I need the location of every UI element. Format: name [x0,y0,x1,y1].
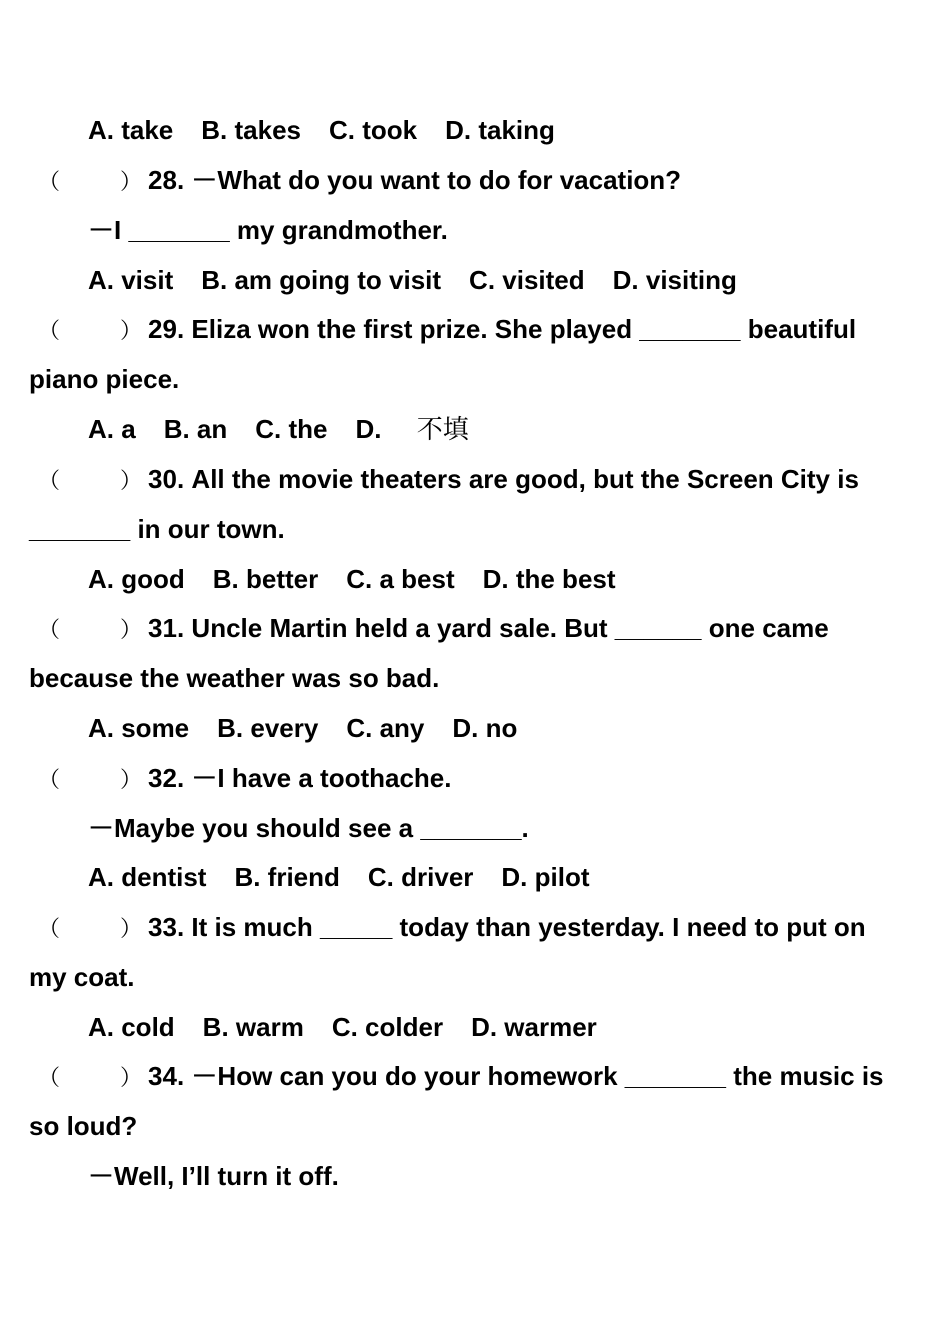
q28-question-line [38,164,950,199]
q32-option-c: C. driver [367,862,474,892]
q30-option-c: C. a best [346,564,455,594]
answer-paren-left: （ [38,917,61,942]
q28-option-b: B. am going to visit [201,265,442,295]
answer-paren-right: ） [120,768,143,793]
q29-option-d-text: 不填 [416,415,469,445]
q33-question-line [38,911,950,946]
q31-option-a: A. some [88,713,190,743]
answer-paren-right: ） [120,917,143,942]
answer-paren-right: ） [120,170,143,195]
q32-question-line [38,762,950,797]
answer-paren-right: ） [120,469,143,494]
q28-options [88,264,950,296]
q33-option-c: C. colder [331,1012,444,1042]
q28-question: －What do you want to do for vacation? [191,165,682,195]
q28-answer-line: －I _______ my grandmother. [88,215,448,245]
answer-paren-left: （ [38,469,61,494]
q30-number: 30. [148,464,185,494]
q32-question: －I have a toothache. [191,763,452,793]
q32-option-d: D. pilot [501,862,590,892]
q29-option-d [356,414,469,444]
q32-answer-line: －Maybe you should see a _______. [88,813,529,843]
answer-paren-right: ） [120,1066,143,1091]
q34-question-line [38,1060,950,1095]
q28-option-d: D. visiting [612,265,737,295]
q27-option-d: D. taking [445,115,555,145]
q30-option-d: D. the best [482,564,616,594]
q31-continuation: because the weather was so bad. [29,663,440,693]
q27-option-a: A. take [88,115,174,145]
q34-number: 34. [148,1061,185,1091]
q32-options [88,861,950,893]
q33-options [88,1011,950,1043]
q29-options [88,413,950,446]
q31-question-line [38,612,950,647]
answer-paren-left: （ [38,768,61,793]
answer-paren-right: ） [120,319,143,344]
q31-option-c: C. any [346,713,425,743]
q30-option-b: B. better [212,564,319,594]
q33-option-b: B. warm [202,1012,304,1042]
answer-paren-left: （ [38,1066,61,1091]
q31-option-d: D. no [452,713,518,743]
q28-number: 28. [148,165,185,195]
q31-option-b: B. every [217,713,319,743]
q29-option-b: B. an [163,414,228,444]
q32-option-a: A. dentist [88,862,207,892]
q33-continuation: my coat. [29,962,135,992]
q34-continuation: so loud? [29,1111,138,1141]
q30-options [88,563,950,595]
q33-option-a: A. cold [88,1012,175,1042]
q27-option-c: C. took [329,115,418,145]
q31-options [88,712,950,744]
q30-question: All the movie theaters are good, but the Screen City is [191,464,859,494]
q29-continuation: piano piece. [29,364,180,394]
q29-question: Eliza won the first prize. She played _______ beautiful [191,314,857,344]
q29-number: 29. [148,314,185,344]
q31-number: 31. [148,613,185,643]
q29-question-line [38,313,950,348]
answer-paren-left: （ [38,319,61,344]
q33-question: It is much _____ today than yesterday. I need to put on [191,912,866,942]
q29-option-d-label: D. [355,414,382,444]
q32-number: 32. [148,763,185,793]
q29-option-a: A. a [88,414,136,444]
q30-question-line [38,463,950,498]
q33-option-d: D. warmer [471,1012,597,1042]
q31-question: Uncle Martin held a yard sale. But ______ one came [191,613,829,643]
q33-number: 33. [148,912,185,942]
q28-option-c: C. visited [469,265,585,295]
q29-option-c: C. the [255,414,328,444]
q34-question: －How can you do your homework _______ the music is [191,1061,884,1091]
answer-paren-left: （ [38,618,61,643]
q30-option-a: A. good [88,564,185,594]
q34-answer-line: －Well, I’ll turn it off. [88,1161,339,1191]
q27-option-b: B. takes [201,115,301,145]
q30-continuation: _______ in our town. [29,514,285,544]
q28-option-a: A. visit [88,265,174,295]
answer-paren-right: ） [120,618,143,643]
q32-option-b: B. friend [234,862,340,892]
answer-paren-left: （ [38,170,61,195]
q27-options [88,114,950,146]
